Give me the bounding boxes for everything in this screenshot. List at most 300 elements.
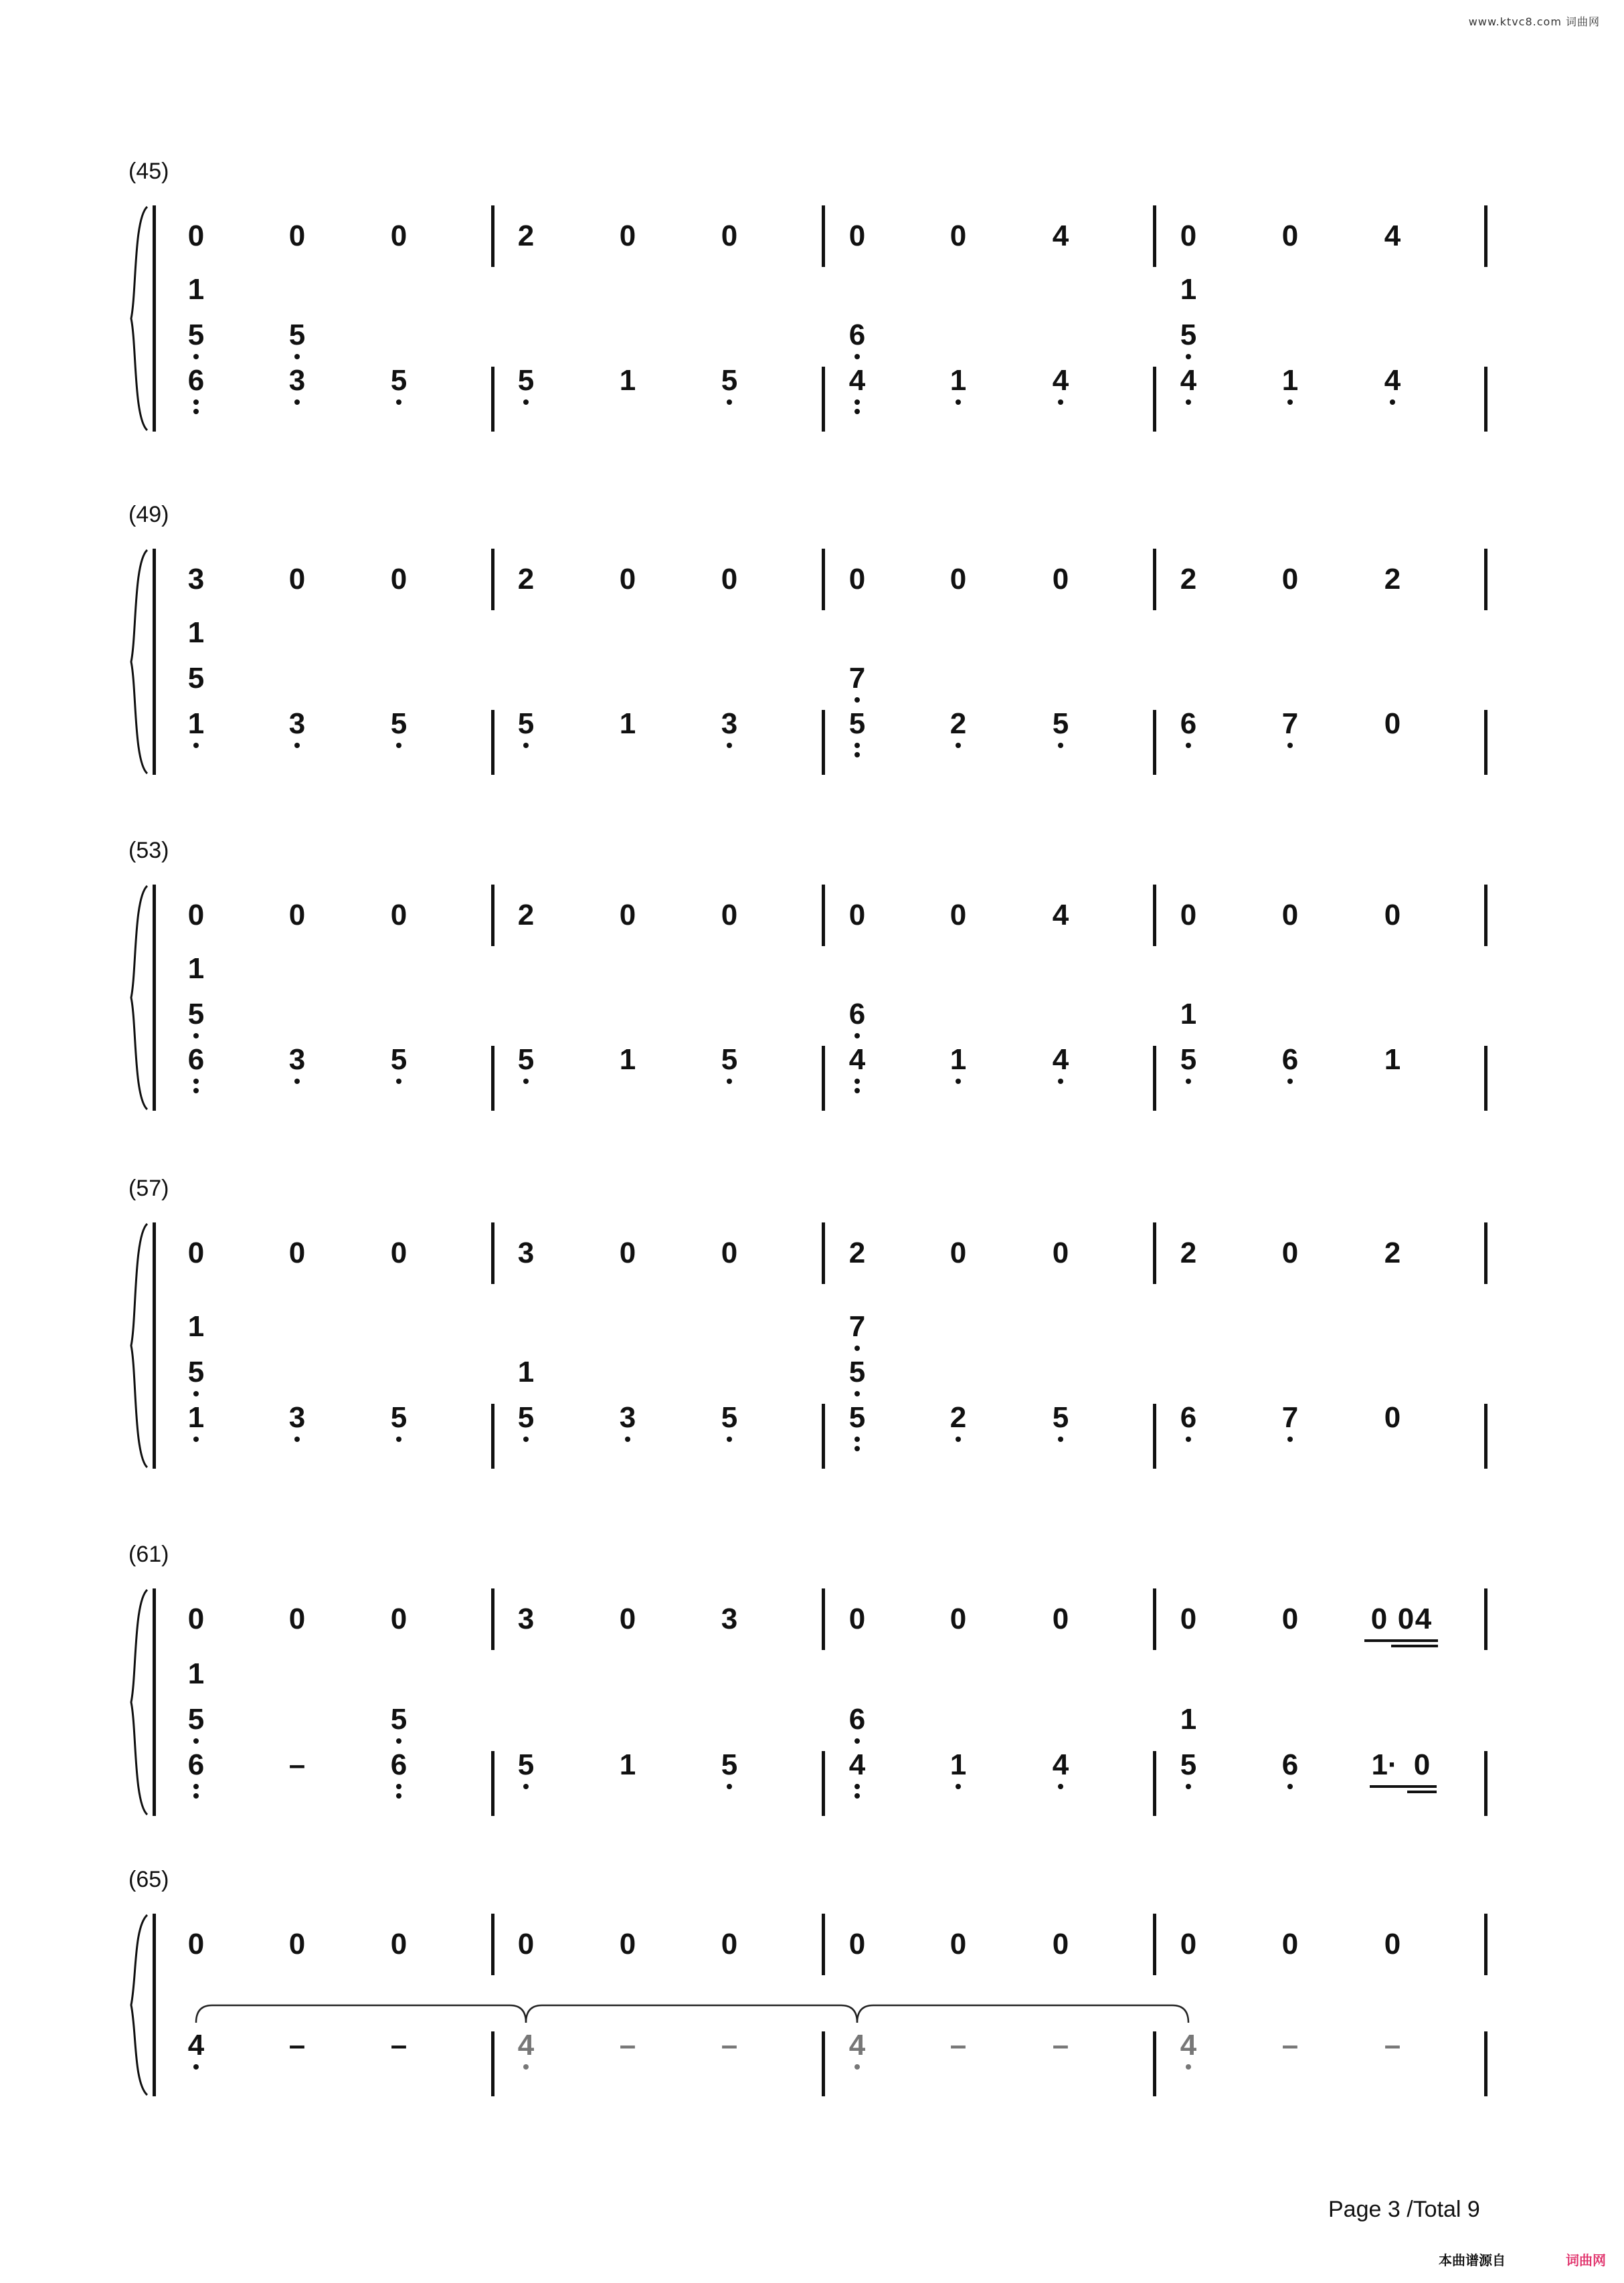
tie-slur (0, 1993, 1624, 2033)
score-system (0, 1176, 1624, 1469)
system-line (153, 1588, 156, 1816)
bass-note: 1 (950, 1748, 967, 1781)
bass-note: 4 (1180, 364, 1197, 397)
octave-dot (523, 2064, 529, 2070)
octave-dot (727, 399, 732, 405)
octave-dot (956, 743, 961, 748)
barline-upper (1484, 205, 1487, 267)
bass-note: 6 (1180, 1401, 1197, 1434)
bass-note: 4 (848, 364, 866, 397)
bass-note: 6 (390, 1748, 408, 1781)
octave-dot (727, 1784, 732, 1789)
barline-lower (491, 1751, 494, 1816)
octave-dot (294, 743, 300, 748)
underline (1370, 1785, 1437, 1788)
melody-note: 0 (619, 1237, 636, 1269)
melody-note: 0 (721, 1237, 738, 1269)
octave-dot (1287, 743, 1293, 748)
bass-note: 5 (187, 318, 205, 351)
bass-note: 1 (187, 1310, 205, 1343)
melody-note: 4 (1052, 899, 1069, 931)
octave-dot (523, 1784, 529, 1789)
barline-lower (491, 2031, 494, 2096)
octave-dot (193, 1391, 199, 1396)
bass-note: 2 (950, 707, 967, 740)
octave-dot (854, 1088, 860, 1093)
octave-dot (956, 1079, 961, 1084)
melody-note: 0 (187, 899, 205, 931)
system-line (153, 549, 156, 775)
melody-note: 0 (848, 219, 866, 252)
octave-dot (854, 354, 860, 359)
melody-note: 0 (848, 563, 866, 596)
bass-note: – (619, 2029, 636, 2062)
octave-dot (193, 2064, 199, 2070)
bass-note: 1 (1180, 998, 1197, 1030)
barline-upper (1484, 549, 1487, 610)
barline-lower (1484, 2031, 1487, 2096)
octave-dot (193, 1784, 199, 1789)
octave-dot (1287, 399, 1293, 405)
octave-dot (523, 743, 529, 748)
melody-note: 0 (721, 899, 738, 931)
bass-note: – (1281, 2029, 1299, 2062)
bass-note: 1 (1180, 273, 1197, 306)
octave-dot (854, 752, 860, 757)
barline-lower (1153, 1404, 1156, 1469)
melody-note: 0 (1052, 1237, 1069, 1269)
melody-note: 4 (1052, 219, 1069, 252)
octave-dot (956, 1437, 961, 1442)
bass-note: 1 (950, 364, 967, 397)
melody-note: 0 (1281, 899, 1299, 931)
melody-note: 3 (187, 563, 205, 596)
melody-note: 0 (390, 563, 408, 596)
octave-dot (1390, 399, 1395, 405)
octave-dot (396, 399, 401, 405)
bass-note: 5 (390, 364, 408, 397)
bass-note: 6 (187, 364, 205, 397)
melody-note: 0 (1384, 1928, 1401, 1960)
bass-note: 6 (187, 1748, 205, 1781)
bass-note: 5 (721, 364, 738, 397)
octave-dot (854, 1033, 860, 1038)
octave-dot (1186, 354, 1191, 359)
octave-dot (523, 1079, 529, 1084)
bass-note: 5 (288, 318, 306, 351)
barline-upper (1153, 549, 1156, 610)
bass-note: 4 (517, 2029, 535, 2062)
bass-note: – (1052, 2029, 1069, 2062)
bass-note: 6 (848, 318, 866, 351)
bass-note: 4 (187, 2029, 205, 2062)
bass-note: 6 (848, 1703, 866, 1736)
bass-note: 4 (1052, 1043, 1069, 1076)
bass-note: 5 (390, 1401, 408, 1434)
octave-dot (396, 1793, 401, 1799)
octave-dot (854, 399, 860, 405)
melody-note: 0 (721, 1928, 738, 1960)
octave-dot (727, 1437, 732, 1442)
bass-note: 7 (848, 662, 866, 695)
system-line (153, 205, 156, 432)
barline-upper (491, 1222, 494, 1284)
octave-dot (193, 743, 199, 748)
octave-dot (854, 1391, 860, 1396)
barline-upper (1153, 1588, 1156, 1650)
melody-note: 0 (288, 899, 306, 931)
octave-dot (1186, 2064, 1191, 2070)
melody-note: 0 (1052, 1603, 1069, 1635)
melody-note: 0 (1180, 899, 1197, 931)
melody-note: 3 (517, 1603, 535, 1635)
barline-upper (1153, 885, 1156, 946)
melody-note: 0 (1281, 1237, 1299, 1269)
bass-note: 0 (1384, 707, 1401, 740)
octave-dot (193, 1793, 199, 1799)
bass-note: – (721, 2029, 738, 2062)
bass-note: 1 (1384, 1043, 1401, 1076)
melody-note: 0 (619, 899, 636, 931)
barline-lower (1484, 710, 1487, 775)
octave-dot (1058, 399, 1063, 405)
melody-note: 0 (390, 1603, 408, 1635)
bass-note: 4 (848, 2029, 866, 2062)
melody-note: 0 (1281, 219, 1299, 252)
barline-upper (1484, 1222, 1487, 1284)
system-line (153, 885, 156, 1111)
melody-note: 0 (187, 1603, 205, 1635)
melody-note: 2 (1180, 563, 1197, 596)
barline-upper (1484, 1588, 1487, 1650)
barline-lower (1484, 1404, 1487, 1469)
group-note: 0 (1397, 1603, 1415, 1635)
melody-note: 0 (1180, 1603, 1197, 1635)
melody-note: 0 (187, 1928, 205, 1960)
barline-lower (822, 710, 825, 775)
bass-note: 5 (1180, 1043, 1197, 1076)
bass-note: 1 (619, 707, 636, 740)
measure-number: (61) (128, 1542, 169, 1567)
measure-number: (53) (128, 838, 169, 863)
barline-lower (1153, 1751, 1156, 1816)
bass-note: 6 (1281, 1748, 1299, 1781)
octave-dot (854, 1437, 860, 1442)
bass-note: 5 (1052, 1401, 1069, 1434)
octave-dot (956, 1784, 961, 1789)
octave-dot (727, 743, 732, 748)
octave-dot (1287, 1437, 1293, 1442)
bass-note: 5 (1180, 318, 1197, 351)
barline-upper (1484, 1914, 1487, 1975)
bass-note: 1 (950, 1043, 967, 1076)
bass-note: 5 (848, 1401, 866, 1434)
bass-note: 3 (619, 1401, 636, 1434)
octave-dot (854, 1346, 860, 1351)
barline-upper (491, 205, 494, 267)
bass-note: 1 (187, 273, 205, 306)
bass-note: 4 (848, 1043, 866, 1076)
score-system (0, 1542, 1624, 1816)
octave-dot (523, 1437, 529, 1442)
barline-lower (491, 1046, 494, 1111)
melody-note: 0 (950, 1603, 967, 1635)
melody-note: 0 (1281, 1603, 1299, 1635)
octave-dot (956, 399, 961, 405)
bass-note: 1 (187, 707, 205, 740)
melody-note: 2 (1384, 563, 1401, 596)
octave-dot (854, 697, 860, 703)
score-system (0, 838, 1624, 1111)
melody-note: 0 (1281, 1928, 1299, 1960)
melody-note: 0 (517, 1928, 535, 1960)
melody-note: 0 (950, 563, 967, 596)
bass-note: 3 (288, 1043, 306, 1076)
barline-upper (1153, 205, 1156, 267)
melody-note: 4 (1384, 219, 1401, 252)
barline-upper (1484, 885, 1487, 946)
barline-upper (822, 549, 825, 610)
octave-dot (193, 1079, 199, 1084)
melody-note: 2 (517, 219, 535, 252)
melody-note: 0 (1052, 1928, 1069, 1960)
octave-dot (854, 1446, 860, 1451)
barline-upper (1153, 1222, 1156, 1284)
octave-dot (1058, 1784, 1063, 1789)
bass-note: 3 (288, 1401, 306, 1434)
barline-upper (491, 885, 494, 946)
underline (1391, 1645, 1438, 1647)
barline-lower (822, 1751, 825, 1816)
bass-note: 4 (1384, 364, 1401, 397)
melody-note: 0 (390, 1237, 408, 1269)
octave-dot (396, 743, 401, 748)
bass-note: – (288, 2029, 306, 2062)
octave-dot (396, 1079, 401, 1084)
octave-dot (727, 1079, 732, 1084)
barline-upper (822, 205, 825, 267)
bass-note: – (288, 1748, 306, 1781)
bass-note: 5 (390, 707, 408, 740)
bass-note: 0 (1384, 1401, 1401, 1434)
melody-note: 0 (1180, 1928, 1197, 1960)
bass-note: 3 (721, 707, 738, 740)
bass-note: 6 (1281, 1043, 1299, 1076)
barline-upper (822, 1914, 825, 1975)
octave-dot (1186, 399, 1191, 405)
bass-note: 1 (517, 1356, 535, 1388)
bass-note: 1 (1180, 1703, 1197, 1736)
bass-note: 5 (721, 1401, 738, 1434)
barline-lower (491, 1404, 494, 1469)
bass-note: 2 (950, 1401, 967, 1434)
bass-note: 5 (187, 662, 205, 695)
bass-note: 1 (619, 1043, 636, 1076)
bass-note: 5 (721, 1748, 738, 1781)
melody-note: 0 (950, 219, 967, 252)
octave-dot (1058, 743, 1063, 748)
barline-upper (1153, 1914, 1156, 1975)
underline (1364, 1639, 1438, 1642)
bass-note: 1 (187, 616, 205, 649)
melody-note: 0 (950, 899, 967, 931)
bass-note: 5 (517, 1401, 535, 1434)
score-system (0, 502, 1624, 775)
octave-dot (1058, 1079, 1063, 1084)
octave-dot (193, 399, 199, 405)
group-note: 0 (1370, 1603, 1388, 1635)
bass-note: 7 (848, 1310, 866, 1343)
bass-note: 7 (1281, 707, 1299, 740)
barline-lower (1153, 2031, 1156, 2096)
group-note: 0 (1413, 1748, 1431, 1781)
melody-note: 0 (1052, 563, 1069, 596)
barline-lower (491, 367, 494, 432)
measure-number: (49) (128, 502, 169, 527)
bass-note: 3 (288, 707, 306, 740)
melody-note: 0 (950, 1928, 967, 1960)
octave-dot (193, 354, 199, 359)
melody-note: 0 (721, 563, 738, 596)
bass-note: 5 (1180, 1748, 1197, 1781)
bass-note: 5 (187, 1356, 205, 1388)
bass-note: 5 (187, 998, 205, 1030)
bass-note: 5 (848, 707, 866, 740)
melody-note: 2 (1180, 1237, 1197, 1269)
site-logo[interactable]: 词曲网 (1566, 2254, 1606, 2268)
bass-note: 5 (517, 1748, 535, 1781)
measure-number: (57) (128, 1176, 169, 1201)
melody-note: 0 (619, 563, 636, 596)
melody-note: 0 (1281, 563, 1299, 596)
octave-dot (1058, 1437, 1063, 1442)
melody-note: 0 (1180, 219, 1197, 252)
barline-upper (822, 1222, 825, 1284)
bass-note: – (1384, 2029, 1401, 2062)
octave-dot (1186, 1784, 1191, 1789)
octave-dot (294, 354, 300, 359)
bass-note: 5 (517, 1043, 535, 1076)
melody-note: 0 (619, 219, 636, 252)
octave-dot (193, 1437, 199, 1442)
bass-note: 4 (1052, 364, 1069, 397)
melody-note: 2 (517, 563, 535, 596)
octave-dot (854, 1793, 860, 1799)
melody-note: 0 (288, 219, 306, 252)
bass-note: 5 (390, 1703, 408, 1736)
bass-note: 1 (619, 1748, 636, 1781)
barline-upper (491, 549, 494, 610)
melody-note: 0 (390, 899, 408, 931)
bass-note: 5 (848, 1356, 866, 1388)
group-note: 4 (1415, 1603, 1432, 1635)
octave-dot (854, 743, 860, 748)
octave-dot (294, 1079, 300, 1084)
octave-dot (193, 409, 199, 414)
barline-lower (822, 1404, 825, 1469)
bass-note: 6 (848, 998, 866, 1030)
octave-dot (396, 1738, 401, 1744)
octave-dot (193, 1033, 199, 1038)
melody-note: 0 (848, 899, 866, 931)
melody-note: 0 (848, 1928, 866, 1960)
score-system (0, 1867, 1624, 2096)
bass-note: – (390, 2029, 408, 2062)
measure-number: (45) (128, 159, 169, 184)
bass-note: 1 (187, 952, 205, 985)
score-system (0, 159, 1624, 432)
octave-dot (625, 1437, 630, 1442)
bass-note: 1 (187, 1657, 205, 1690)
system-line (153, 1222, 156, 1469)
octave-dot (193, 1738, 199, 1744)
melody-note: 0 (288, 1603, 306, 1635)
octave-dot (523, 399, 529, 405)
measure-number: (65) (128, 1867, 169, 1892)
octave-dot (294, 1437, 300, 1442)
bass-note: 5 (517, 364, 535, 397)
octave-dot (193, 1088, 199, 1093)
barline-lower (1484, 367, 1487, 432)
barline-lower (822, 1046, 825, 1111)
underline (1407, 1791, 1437, 1793)
barline-lower (1153, 367, 1156, 432)
barline-upper (491, 1588, 494, 1650)
group-note: 1· (1371, 1748, 1398, 1781)
octave-dot (854, 1784, 860, 1789)
barline-upper (822, 885, 825, 946)
melody-note: 0 (848, 1603, 866, 1635)
barline-lower (1484, 1046, 1487, 1111)
octave-dot (396, 1437, 401, 1442)
melody-note: 0 (288, 563, 306, 596)
melody-note: 0 (187, 219, 205, 252)
octave-dot (854, 2064, 860, 2070)
barline-upper (822, 1588, 825, 1650)
melody-note: 2 (1384, 1237, 1401, 1269)
bass-note: 5 (390, 1043, 408, 1076)
bass-note: – (950, 2029, 967, 2062)
bass-note: 5 (721, 1043, 738, 1076)
barline-lower (491, 710, 494, 775)
octave-dot (1186, 1079, 1191, 1084)
barline-lower (822, 367, 825, 432)
page-indicator: Page 3 /Total 9 (1328, 2197, 1480, 2222)
melody-note: 0 (950, 1237, 967, 1269)
bass-note: 5 (517, 707, 535, 740)
site-header[interactable]: www.ktvc8.com 词曲网 (1468, 15, 1600, 28)
octave-dot (1186, 1437, 1191, 1442)
bass-note: 6 (187, 1043, 205, 1076)
melody-note: 2 (517, 899, 535, 931)
bass-note: 1 (1281, 364, 1299, 397)
bass-note: 1 (187, 1401, 205, 1434)
bass-note: 4 (848, 1748, 866, 1781)
melody-note: 0 (619, 1603, 636, 1635)
melody-note: 0 (288, 1237, 306, 1269)
source-label: 本曲谱源自 (1439, 2254, 1506, 2268)
bass-note: 4 (1052, 1748, 1069, 1781)
melody-note: 0 (390, 219, 408, 252)
bass-note: 3 (288, 364, 306, 397)
melody-note: 0 (721, 219, 738, 252)
barline-lower (1484, 1751, 1487, 1816)
octave-dot (1186, 743, 1191, 748)
melody-note: 0 (1384, 899, 1401, 931)
bass-note: 1 (619, 364, 636, 397)
melody-note: 2 (848, 1237, 866, 1269)
barline-upper (491, 1914, 494, 1975)
